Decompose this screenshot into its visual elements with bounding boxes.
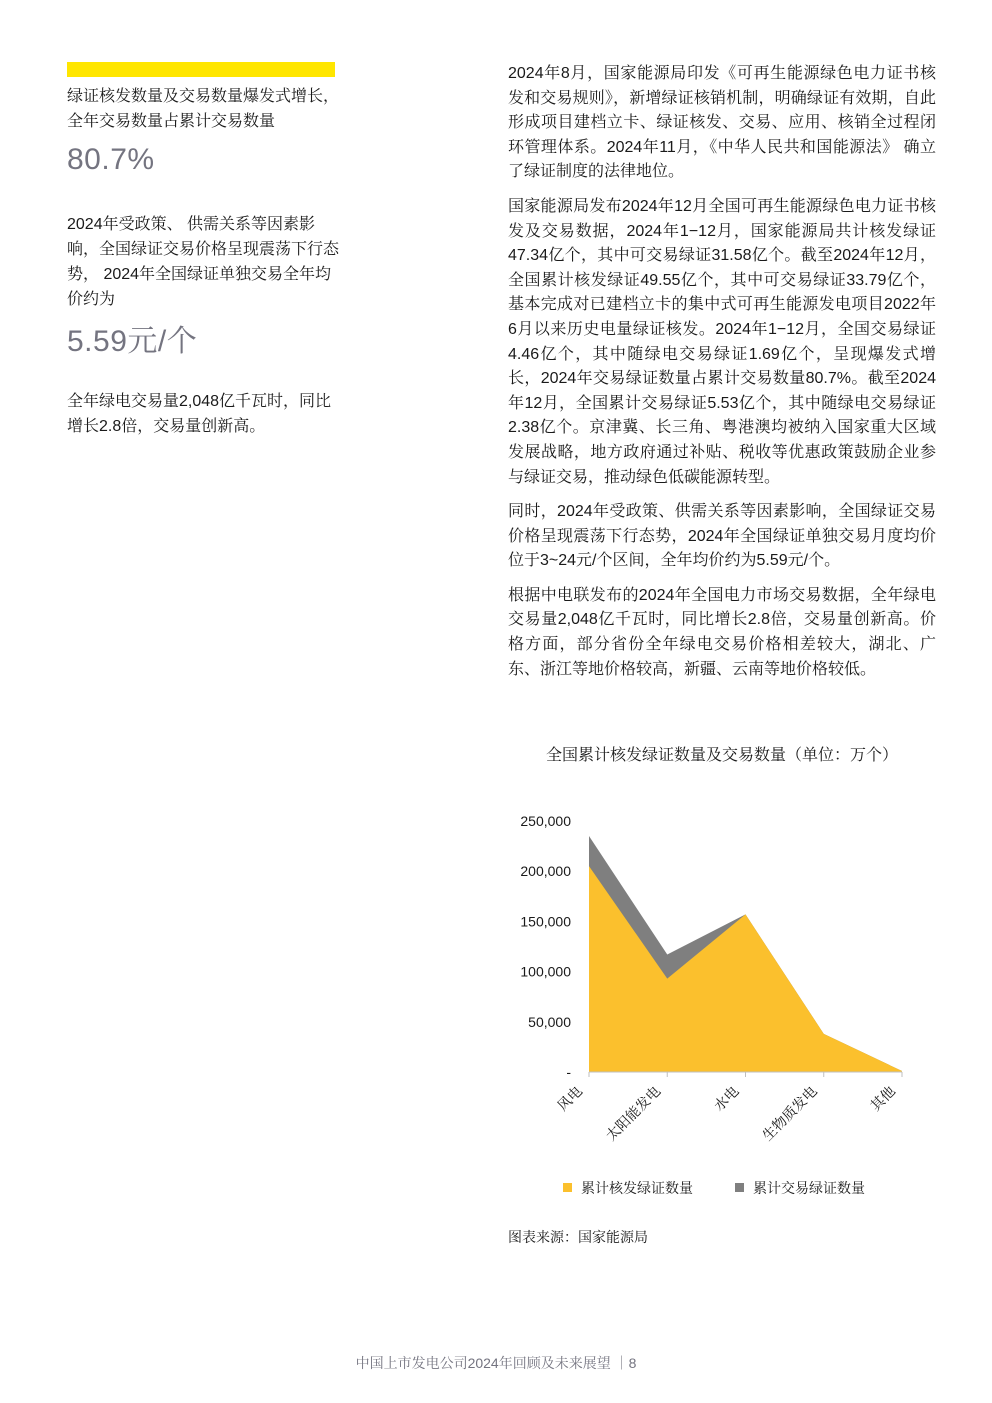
legend-swatch [563, 1183, 572, 1192]
stat-3-text: 全年绿电交易量2,048亿千瓦时，同比增长2.8倍，交易量创新高。 [67, 393, 332, 435]
x-tick-label: 水电 [710, 1082, 742, 1114]
accent-bar [67, 62, 335, 77]
paragraph-3: 同时，2024年受政策、供需关系等因素影响，全国绿证交易价格呈现震荡下行态势，2024年全国绿证单独交易月度均价位于3~24元/个区间，全年均价约为5.59元/个。 [508, 503, 936, 570]
y-tick-label: 200,000 [520, 863, 571, 880]
stat-1-value: 80.7% [67, 143, 155, 176]
legend-swatch [735, 1183, 744, 1192]
paragraph-2: 国家能源局发布2024年12月全国可再生能源绿色电力证书核发及交易数据，2024年1−12月，国家能源局共计核发绿证47.34亿个，其中可交易绿证31.58亿个。截至2024年12月，全国累计核发绿证49.55亿个，其中可交易绿证33.79亿个，基本完成对已建档立卡的集中式可再生能源发电项目2022年6月以来历史电量绿证核发。2024年1−12月，全国交易绿证4.46亿个，其中随绿电交易绿证1.69亿个，呈现爆发式增长，2024年交易绿证数量占累计交易数量80.7%。截至2024年12月，全国累计交易绿证5.53亿个，其中随绿电交易绿证2.38亿个。京津冀、长三角、粤港澳均被纳入国家重大区域发展战略，地方政府通过补贴、税收等优惠政策鼓励企业参与绿证交易，推动绿色低碳能源转型。 [508, 197, 936, 486]
area-series-1 [589, 866, 902, 1072]
body-text [508, 62, 936, 692]
stat-2-text: 2024年受政策、 供需关系等因素影响，全国绿证交易价格呈现震荡下行态势， 2024年全国绿证单独交易全年均价约为 [67, 216, 340, 308]
paragraph-4: 根据中电联发布的2024年全国电力市场交易数据，全年绿电交易量2,048亿千瓦时，同比增长2.8倍，交易量创新高。价格方面，部分省份全年绿电交易价格相差较大，湖北、广东、浙江等地价格较高，新疆、云南等地价格较低。 [508, 586, 936, 678]
chart-title: 全国累计核发绿证数量及交易数量（单位：万个） [545, 747, 898, 764]
y-tick-label: 150,000 [520, 913, 571, 930]
legend-label: 累计交易绿证数量 [753, 1180, 865, 1196]
page-footer: 中国上市发电公司2024年回顾及未来展望 ｜8 [355, 1355, 637, 1371]
x-tick-label: 其他 [867, 1082, 899, 1114]
stat-2-value: 5.59元/个 [67, 325, 198, 358]
y-tick-label: 50,000 [528, 1013, 571, 1030]
x-tick-label: 生物质发电 [759, 1082, 820, 1144]
stat-1-text: 绿证核发数量及交易数量爆发式增长，全年交易数量占累计交易数量 [67, 88, 340, 130]
paragraph-1: 2024年8月，国家能源局印发《可再生能源绿色电力证书核发和交易规则》，新增绿证核销机制，明确绿证有效期，自此形成项目建档立卡、绿证核发、交易、应用、核销全过程闭环管理体系。2024年11月，《中华人民共和国能源法》 确立了绿证制度的法律地位。 [508, 65, 936, 181]
legend-label: 累计核发绿证数量 [581, 1180, 693, 1196]
y-tick-label: 100,000 [520, 963, 571, 980]
y-tick-label: - [566, 1064, 571, 1080]
x-tick-label: 风电 [554, 1082, 586, 1114]
area-chart [495, 795, 915, 1210]
chart-source: 图表来源：国家能源局 [508, 1229, 648, 1245]
x-tick-label: 太阳能发电 [602, 1082, 664, 1144]
y-tick-label: 250,000 [520, 813, 571, 829]
